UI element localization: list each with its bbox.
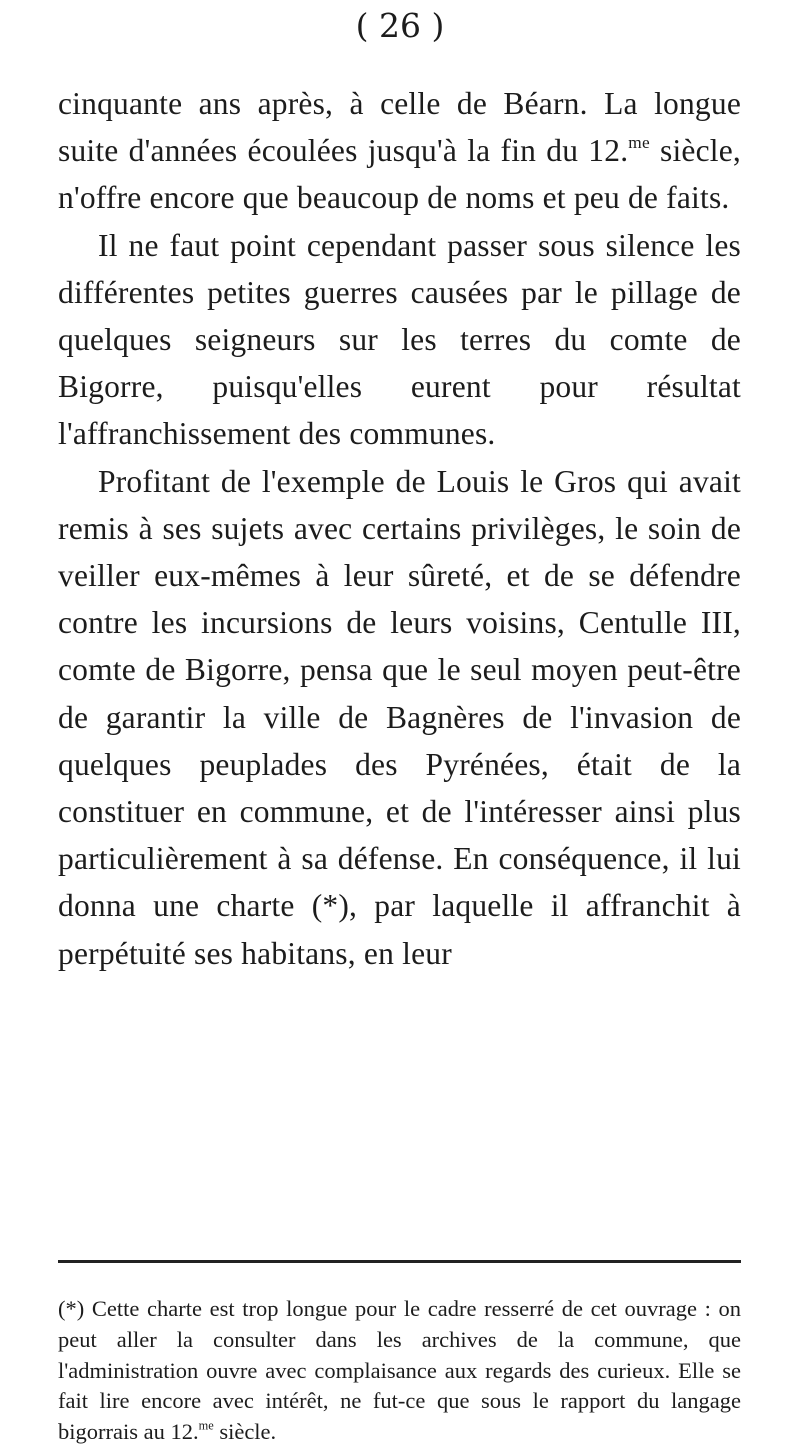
footnote [58, 1294, 741, 1448]
page-number: ( 26 ) [355, 6, 445, 45]
paragraph-1 [58, 80, 741, 222]
paragraph-1-text-a: cinquante ans après, à celle de Béarn. La longue suite d'années écoulées jusqu'à la fin du 12. [58, 86, 741, 169]
footnote-text-a: (*) Cette charte est trop longue pour le cadre resserré de cet ouvrage : on peut aller la consulter dans les archives de la commune, que l'administration ouvre avec complaisance aux regards des curieux. Elle se fait lire encore avec intérêt, ne fut-ce que sous le rapport du langage bigorrais au 12. [58, 1296, 741, 1445]
paragraph-3: Profitant de l'exemple de Louis le Gros qui avait remis à ses sujets avec certains privilèges, le soin de veiller eux-mêmes à leur sûreté, et de se défendre contre les incursions de leurs voisins, Centulle III, comte de Bigorre, pensa que le seul moyen peut-être de garantir la ville de Bagnères de l'invasion de quelques peuplades des Pyrénées, était de la constituer en commune, et de l'intéresser ainsi plus particulièrement à sa défense. En conséquence, il lui donna une charte (*), par laquelle il affranchit à perpétuité ses habitans, en leur [58, 463, 741, 971]
footnote-separator [58, 1260, 741, 1263]
main-text [58, 80, 741, 977]
footnote-text-b: siècle. [213, 1419, 277, 1445]
century-superscript: me [628, 133, 650, 153]
footnote-century-superscript: me [198, 1418, 214, 1433]
paragraph-1-text-b: siècle, n'offre encore que beaucoup de noms et peu de faits. [58, 133, 741, 216]
paragraph-2: Il ne faut point cependant passer sous silence les différentes petites guerres causées par le pillage de quelques seigneurs sur les terres du comte de Bigorre, puisqu'elles eurent pour résultat l'affranchissement des communes. [58, 227, 741, 452]
footnote-paragraph [58, 1294, 741, 1448]
